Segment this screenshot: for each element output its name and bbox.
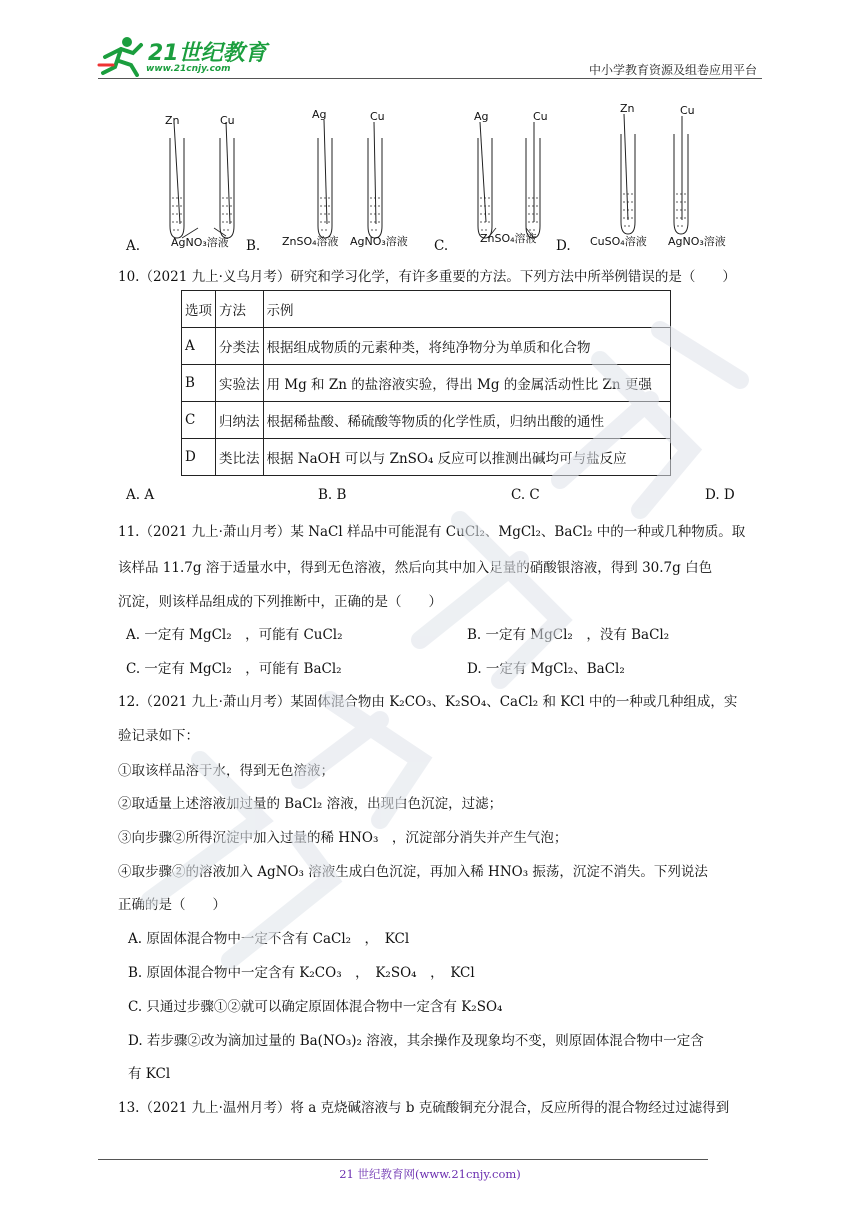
figure-option-d: D. [556, 238, 571, 254]
q12-line-end: 正确的是（ ） [118, 897, 226, 913]
figure-option-b: B. [246, 238, 261, 254]
metal-label-d2: Cu [680, 104, 695, 117]
metal-label-c2: Cu [533, 110, 548, 123]
table-header-cell: 示例 [263, 291, 670, 328]
table-row [182, 402, 671, 439]
table-cell: C [182, 402, 216, 439]
solution-label-d2: AgNO₃溶液 [668, 235, 726, 248]
table-header-cell: 方法 [216, 291, 264, 328]
q11-option-c: C. 一定有 MgCl₂ ，可能有 BaCl₂ [126, 661, 342, 677]
tube-a1 [170, 138, 184, 238]
q10-stem: 10.（2021 九上·义乌月考）研究和学习化学，有许多重要的方法。下列方法中所举例错误的是（ ） [118, 269, 736, 285]
q11-line3: 沉淀，则该样品组成的下列推断中，正确的是（ ） [118, 594, 442, 610]
tube-c2 [526, 138, 540, 238]
q12-step-2: ②取适量上述溶液加过量的 BaCl₂ 溶液，出现白色沉淀，过滤； [118, 796, 503, 812]
solution-label-a: AgNO₃溶液 [171, 236, 229, 249]
footer-link[interactable]: 21 世纪教育网(www.21cnjy.com) [339, 1167, 521, 1181]
q12-line1: 12.（2021 九上·萧山月考）某固体混合物由 K₂CO₃、K₂SO₄、CaCl₂ 和 KCl 中的一种或几种组成，实 [118, 694, 738, 710]
table-row [182, 365, 671, 402]
table-cell: 根据稀盐酸、稀硫酸等物质的化学性质，归纳出酸的通性 [263, 402, 670, 439]
q10-option-a: A. A [126, 487, 155, 503]
table-row [182, 439, 671, 476]
q12-option-d-cont: 有 KCl [128, 1066, 171, 1082]
q13-line1: 13.（2021 九上·温州月考）将 a 克烧碱溶液与 b 克硫酸铜充分混合，反应所得的混合物经过过滤得到 [118, 1100, 730, 1116]
metal-label-d1: Zn [620, 102, 635, 115]
table-header-row [182, 291, 671, 328]
tube-d2 [674, 134, 688, 234]
table-cell: A [182, 328, 216, 365]
q10-option-c: C. C [511, 487, 540, 503]
table-cell: 用 Mg 和 Zn 的盐溶液实验，得出 Mg 的金属活动性比 Zn 更强 [263, 365, 670, 402]
metal-label-c1: Ag [474, 110, 489, 123]
metal-label-a2: Cu [220, 114, 235, 127]
table-header-cell: 选项 [182, 291, 216, 328]
q10-option-d: D. D [705, 487, 735, 503]
q12-step-3: ③向步骤②所得沉淀中加入过量的稀 HNO₃ ，沉淀部分消失并产生气泡； [118, 830, 568, 846]
q10-table [181, 290, 671, 476]
solution-label-b2: AgNO₃溶液 [350, 235, 408, 248]
solution-label-d1: CuSO₄溶液 [590, 235, 647, 248]
logo-url: www.21cnjy.com [146, 64, 231, 74]
q12-option-a: A. 原固体混合物中一定不含有 CaCl₂ ， KCl [128, 931, 410, 947]
q12-step-4: ④取步骤②的溶液加入 AgNO₃ 溶液生成白色沉淀，再加入稀 HNO₃ 振荡，沉淀不消失。下列说法 [118, 864, 708, 880]
q12-step-1: ①取该样品溶于水，得到无色溶液； [118, 763, 334, 779]
table-cell: D [182, 439, 216, 476]
logo-text: 21世纪教育 [148, 41, 267, 66]
q11-option-b: B. 一定有 MgCl₂ ，没有 BaCl₂ [467, 627, 670, 643]
q11-option-a: A. 一定有 MgCl₂ ，可能有 CuCl₂ [126, 627, 343, 643]
footer-divider [98, 1159, 708, 1160]
table-cell: 分类法 [216, 328, 264, 365]
table-row [182, 328, 671, 365]
q11-line2: 该样品 11.7g 溶于适量水中，得到无色溶液，然后向其中加入足量的硝酸银溶液，得到 30.7g 白色 [118, 560, 713, 576]
table-cell: 实验法 [216, 365, 264, 402]
q12-option-c: C. 只通过步骤①②就可以确定原固体混合物中一定含有 K₂SO₄ [128, 999, 503, 1015]
q12-option-b: B. 原固体混合物中一定含有 K₂CO₃ ， K₂SO₄ ， KCl [128, 965, 475, 981]
table-cell: 归纳法 [216, 402, 264, 439]
q12-option-d: D. 若步骤②改为滴加过量的 Ba(NO₃)₂ 溶液，其余操作及现象均不变，则原固体混合物中一定含 [128, 1033, 704, 1049]
solution-label-b1: ZnSO₄溶液 [282, 235, 339, 248]
q10-option-b: B. B [318, 487, 347, 503]
tube-c1 [478, 138, 492, 238]
table-cell: 根据 NaOH 可以与 ZnSO₄ 反应可以推测出碱均可与盐反应 [263, 439, 670, 476]
header-divider [98, 78, 762, 79]
table-cell: B [182, 365, 216, 402]
q11-line1: 11.（2021 九上·萧山月考）某 NaCl 样品中可能混有 CuCl₂、MgCl₂、BaCl₂ 中的一种或几种物质。取 [118, 524, 746, 540]
figure-option-c: C. [434, 238, 449, 254]
metal-label-b1: Ag [312, 108, 327, 121]
solution-label-c: ZnSO₄溶液 [480, 232, 537, 245]
q11-option-d: D. 一定有 MgCl₂、BaCl₂ [467, 661, 625, 677]
metal-label-a1: Zn [165, 114, 180, 127]
table-cell: 根据组成物质的元素种类，将纯净物分为单质和化合物 [263, 328, 670, 365]
platform-title: 中小学教育资源及组卷应用平台 [588, 63, 757, 77]
metal-label-b2: Cu [370, 110, 385, 123]
test-tube-figures [118, 96, 758, 256]
table-cell: 类比法 [216, 439, 264, 476]
q12-line2: 验记录如下： [118, 728, 199, 744]
figure-option-a: A. [126, 238, 141, 254]
